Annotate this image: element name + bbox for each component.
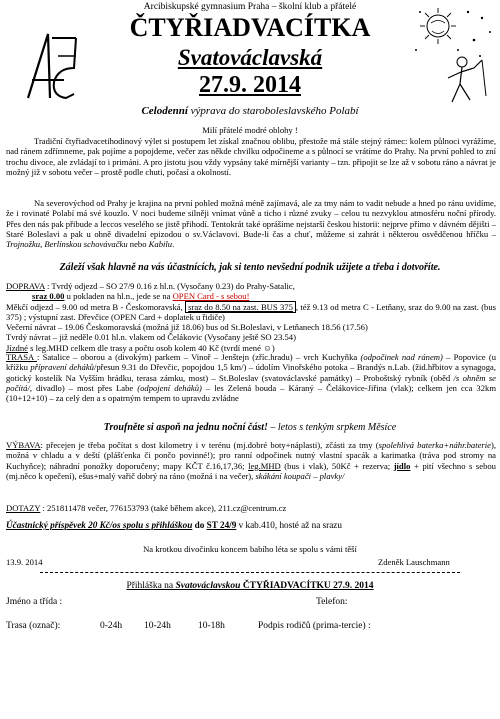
transport-section <box>6 281 496 353</box>
transport-line-1: : Tvrdý odjezd – SO 27/9 0.16 z hl.n. (Vysočany 0.23) do Prahy-Satalic, <box>44 281 295 291</box>
transport-line-3-rest: , též 9.13 od metra C - Letňany, sraz do 9.00 na zast. (bus 375) ; výstupní zast. Dřevčice (OPEN Card + doplatek u řidiče) <box>6 301 496 322</box>
night-motto-italic: – letos s tenkým srpkem Měsíce <box>267 422 397 433</box>
route-option-0-24h[interactable]: 0-24h <box>100 621 123 631</box>
route-text-b: – Popovice (u křížku <box>6 352 496 373</box>
route-option-10-24h[interactable]: 10-24h <box>144 621 171 631</box>
trip-type: Celodenní <box>141 105 188 117</box>
transport-line-4: Večerní návrat – 19.06 Českomoravská (možná již 18.06) bus od St.Boleslavi, v Letňanech 18.56 (17.56) <box>6 322 368 333</box>
route-text-e: – les Zelená bouda – Káraný – Čelákovice-Jiřina (vlak); celkem jen cca 32km (10+12+10) – za celý den a s opatrným tempem to upravdu zvládne <box>6 382 497 404</box>
equipment-text-c: (bus i vlak), 50Kč + rezerva; <box>280 460 394 471</box>
route-text-c: /přesun 9.31 do Dřevčic, popojdou 1,5 km/) – údolím Vinořského potoka – Brandýs n.Lab. (žid.hřbitov a synagoga, gotický kostelík Na Vyšším hrádku, terasa zámku, most) – St.Boleslav (svatováclavské památky) – Proboštský rybník (oběd <box>6 362 496 383</box>
fee-deadline: ST 24/9 <box>206 520 237 530</box>
route-section <box>6 352 496 403</box>
signature: Zdeněk Lauschmann <box>378 557 450 567</box>
route-note-b: přípravení deháků <box>30 362 94 373</box>
bus-meeting-point: sraz do 8.50 na zast. BUS 375 <box>185 301 296 313</box>
closing-line: Na krotkou divočinku koncem babího léta se spolu s vámi těší <box>143 544 357 554</box>
fee-mid: do <box>192 520 207 530</box>
contacts-section <box>6 503 496 513</box>
trip-description <box>0 105 500 118</box>
organization-line: Arcibiskupské gymnasium Praha – školní klub a přátelé <box>143 2 357 12</box>
equipment-note-b: skákání koupači – plavky/ <box>255 470 345 481</box>
fare-label: Jízdné <box>6 342 28 353</box>
transport-line-2: u pokladen na hl.n., jede se na <box>64 291 173 302</box>
region-text: Na severovýchod od Prahy je krajina na první pohled možná méně zajímavá, ale za tmy nám to vadit nebude a hned po ránu uvidíme, že i rovinaté Polabí má své kouzlo. V noci budeme silněji vnímat vůně a ticho i různé zvuky – celou tu nezvyklou atmosféru noční přírody. Přes den nás pak přibude a leccos veselého se jistě přihodí. Tentokrát také oprášíme nejstarší českou historii: nejprve přímo v dávném dějišti – Staré Boleslavi a pak u ohně divadelní epizodou o sv.Václavovi. Bude-li čas a chuť, můžeme si zahrát i některou osvědčenou hříčku – <box>6 198 496 239</box>
name-class-field-label: Jméno a třída : <box>6 597 63 607</box>
meeting-time: sraz 0.00 <box>32 291 65 302</box>
fee-label: Účastnický příspěvek 20 Kč/os spolu s přihláškou <box>6 520 193 530</box>
equipment-mhd: leg.MHD <box>248 460 281 471</box>
form-title-post: ČTYŘIADVACÍTKU 27.9. 2014 <box>240 581 374 591</box>
page-subtitle: Svatováclavská <box>177 45 323 70</box>
form-title-pre: Přihláška na <box>126 581 176 591</box>
equipment-label: VÝBAVA <box>6 440 41 450</box>
letter-date: 13.9. 2014 <box>6 557 43 567</box>
transport-label: DOPRAVA <box>6 281 45 291</box>
parent-signature-label: Podpis rodičů (prima-tercie) : <box>258 621 371 631</box>
route-text-a: : Satalice – oborou a (divokým) parkem – Vinoř – Jenštejn (zříc.hradu) – vrch Kuchyňka <box>36 352 361 362</box>
open-card-note: OPEN Card - s sebou! <box>172 291 250 302</box>
route-note-c: /s ohněm se počítá/ <box>6 372 496 393</box>
greeting: Milí přátelé modré oblohy ! <box>202 125 298 135</box>
contacts-label: DOTAZY <box>6 503 41 513</box>
route-note-a: (odpočinek nad ránem) <box>360 352 443 362</box>
form-title-em: Svatováclavskou <box>175 581 241 591</box>
equipment-note-a: spolehlivá baterka+náhr.baterie <box>378 440 491 450</box>
event-date: 27.9. 2014 <box>199 72 301 98</box>
region-paragraph <box>6 198 496 249</box>
transport-line-5: Tvrdý návrat – již neděle 0.01 hl.n. vlakem od Čelákovic (Vysočany ještě SO 23.54) <box>6 332 296 343</box>
route-text-d: , divadlo) – most přes Labe <box>29 382 138 393</box>
equipment-food: jídlo <box>393 460 411 471</box>
night-motto-bold: Troufněte si aspoň na jednu noční část! <box>103 422 268 433</box>
transport-line-3: Měkčí odjezd – 9.00 od metra B - Českomoravská, <box>6 301 183 312</box>
period: . <box>172 239 175 250</box>
equipment-text-d: + pití všechno s sebou (mj.něco k opečení), ešus+malý vařič dobrý na ráno (možná i na večer), <box>6 460 496 481</box>
fare-text: s leg.MHD celkem dle trasy a počtu osob kolem 40 Kč (tvrdí mené ☺) <box>27 342 275 353</box>
route-option-10-18h[interactable]: 10-18h <box>198 621 225 631</box>
cut-line <box>40 572 460 573</box>
game-names: Trojnožku, Berlínskou schovávačku <box>6 239 128 250</box>
night-motto <box>0 422 500 434</box>
game-name-kabila: Kabilu <box>148 239 173 250</box>
equipment-text-b: ), možná v chladu a v deští (plášťenka či pončo povinné!); pro ranní odpočinek nutný vlastní spacák a karimatka (tráva pod stromy na Kuchyňce); náhradní ponožky doporučeny; mapy KČT č.16,17,36; <box>6 440 496 471</box>
contacts-text: : 251811478 večer, 776153793 (také během akce), 211.cz@centrum.cz <box>40 503 287 513</box>
equipment-section <box>6 440 496 481</box>
fee-line <box>6 520 496 531</box>
phone-field-label: Telefon: <box>316 597 348 607</box>
connector-text: nebo <box>127 239 149 250</box>
equipment-text-a: : přecejen je třeba počítat s dost kilometry i v terénu (mj.dobré boty+náplasti), zčásti za tmy ( <box>40 440 379 450</box>
application-form-title <box>0 580 500 592</box>
intro-paragraph: Tradiční čtyřiadvacetihodinový výlet si postupem let získal značnou oblibu, přestože má stále stejný rámec: kolem půlnoci vyrážíme, nad ránem zdřímneme, pak pojíme a popojdeme, večer zas někde chvilku odpočineme a s půlnocí se vrátíme do Prahy. Na první pohled to zní trochu divoce, ale zvládají to i primáni. A pro jistotu jsou vždy vypsány také mírnější varianty – tzn. připojit se lze až v sobotu ráno a návrat je možný již v sobotu večer – prostě podle chuti, počasí a okolností. <box>6 136 496 177</box>
motto: Záleží však hlavně na vás účastnících, jak si tento nevšední podnik užijete a třeba i dotvoříte. <box>59 262 441 273</box>
route-choice-label: Trasa (označ): <box>6 621 61 631</box>
fee-end: v kab.410, hosté až na srazu <box>236 520 342 530</box>
route-label: TRASA <box>6 352 37 362</box>
trip-subject: výprava do staroboleslavského Polabí <box>187 105 359 117</box>
page-title: ČTYŘIADVACÍTKA <box>129 13 371 42</box>
route-note-d: (odpojení deháků) <box>137 382 202 393</box>
